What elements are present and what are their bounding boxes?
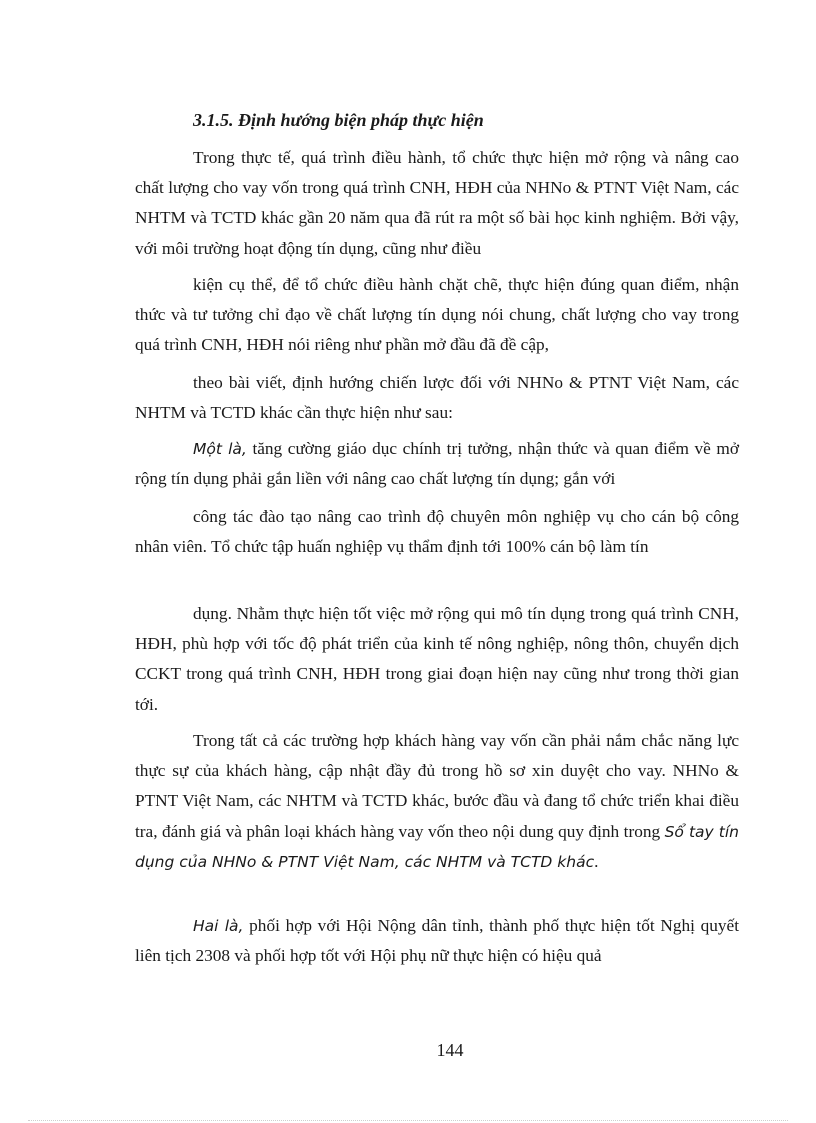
paragraph-4 — [135, 434, 739, 494]
paragraph-7-body: Trong tất cả các trường hợp khách hàng vay vốn cần phải nắm chắc năng lực thực sự của khách hàng, cập nhật đầy đủ trong hồ sơ xin duyệt cho vay. NHNo & PTNT Việt Nam, các NHTM và TCTD khác, bước đầu và đang tổ chức triển khai điều tra, đánh giá và phân loại khách hàng vay vốn theo nội dung quy định trong — [135, 731, 739, 841]
paragraph-4-body: tăng cường giáo dục chính trị tưởng, nhận thức và quan điểm về mở rộng tín dụng phải gắn liền với nâng cao chất lượng tín dụng; gắn với — [135, 439, 739, 489]
page-bottom-divider — [28, 1120, 788, 1121]
paragraph-5: công tác đào tạo nâng cao trình độ chuyên môn nghiệp vụ cho cán bộ công nhân viên. Tổ chức tập huấn nghiệp vụ thẩm định tới 100% cán bộ làm tín — [135, 507, 739, 557]
paragraph-7-italic: Sổ tay tín dụng của NHNo & PTNT Việt Nam, các NHTM và TCTD khác — [135, 822, 739, 871]
paragraph-7-end: . — [594, 851, 599, 871]
paragraph-6: dụng. Nhằm thực hiện tốt việc mở rộng qui mô tín dụng trong quá trình CNH, HĐH, phù hợp với tốc độ phát triển của kinh tế nông nghiệp, nông thôn, chuyển dịch CCKT trong quá trình CNH, HĐH trong giai đoạn hiện nay cũng như trong thời gian tới. — [135, 604, 739, 714]
page-number: 144 — [436, 1040, 464, 1060]
paragraph-3: theo bài viết, định hướng chiến lược đối với NHNo & PTNT Việt Nam, các NHTM và TCTD khác cần thực hiện như sau: — [135, 373, 739, 423]
paragraph-2: kiện cụ thể, để tổ chức điều hành chặt chẽ, thực hiện đúng quan điểm, nhận thức và tư tưởng chỉ đạo về chất lượng tín dụng nói chung, chất lượng cho vay trong quá trình CNH, HĐH nói riêng như phần mở đầu đã đề cập, — [135, 275, 739, 355]
paragraph-8-body: phối hợp với Hội Nộng dân tỉnh, thành phố thực hiện tốt Nghị quyết liên tịch 2308 và phối hợp tốt với Hội phụ nữ thực hiện có hiệu quả — [135, 916, 739, 966]
paragraph-7 — [135, 726, 739, 877]
paragraph-1: Trong thực tế, quá trình điều hành, tổ chức thực hiện mở rộng và nâng cao chất lượng cho vay vốn trong quá trình CNH, HĐH của NHNo & PTNT Việt Nam, các NHTM và TCTD khác gần 20 năm qua đã rút ra một số bài học kinh nghiệm. Bởi vậy, với môi trường hoạt động tín dụng, cũng như điều — [135, 148, 739, 258]
section-heading: 3.1.5. Định hướng biện pháp thực hiện — [193, 110, 484, 130]
paragraph-8 — [135, 911, 739, 971]
paragraph-8-lead: Hai là, — [193, 917, 244, 935]
paragraph-4-lead: Một là, — [193, 440, 247, 458]
